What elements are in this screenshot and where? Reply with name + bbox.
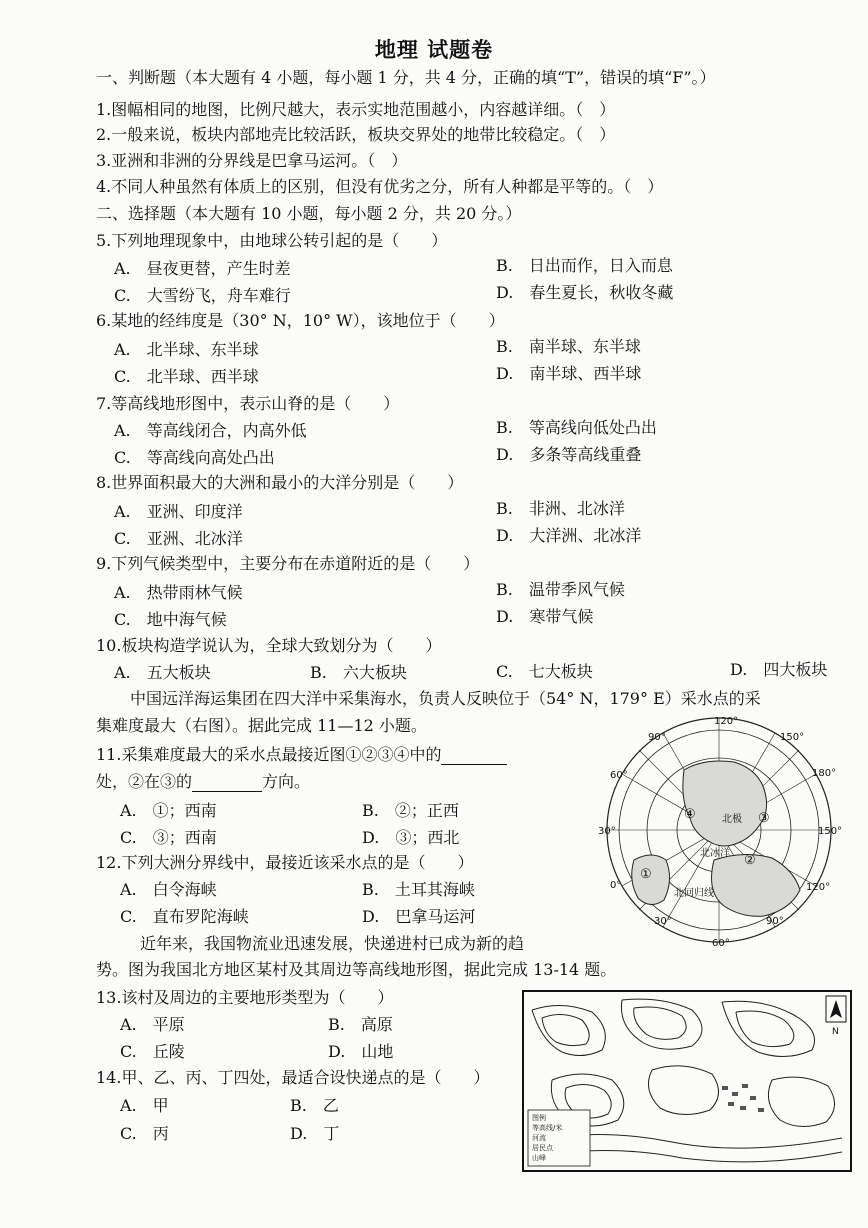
q11-stem-text-a: 11.采集难度最大的采水点最接近图①②③④中的 [96, 745, 442, 764]
q11-stem-text-b: 处，②在③的 [96, 772, 193, 791]
q7-option-c: C. 等高线向高处凸出 [114, 448, 275, 467]
map-marker-2: ② [744, 853, 756, 868]
q10-option-b: B. 六大板块 [310, 663, 407, 682]
q11-stem-line2 [96, 772, 310, 792]
intro-11-12-line1: 中国远洋海运集团在四大洋中采集海水，负责人反映位于（54° N，179° E）采水点的采 [130, 689, 761, 708]
map-label-11: 60° [610, 770, 628, 781]
q9-option-a: A. 热带雨林气候 [114, 583, 243, 602]
landmass-eurasia [712, 854, 800, 916]
q11-option-a: A. ①；西南 [120, 801, 217, 820]
q10-option-c: C. 七大板块 [496, 662, 593, 681]
q6-option-b: B. 南半球、东半球 [496, 337, 641, 356]
map-place-north-pole: 北极 [722, 814, 742, 825]
q10-stem: 10.板块构造学说认为，全球大致划分为（ ） [96, 636, 442, 655]
q5-option-b: B. 日出而作，日入而息 [496, 256, 673, 275]
map-marker-1: ① [640, 867, 652, 882]
map-label-12: 90° [648, 732, 666, 743]
q14-option-b: B. 乙 [290, 1096, 339, 1115]
intro-13-14-line2: 势。图为我国北方地区某村及其周边等高线地形图，据此完成 13-14 题。 [96, 960, 617, 979]
q12-stem: 12.下列大洲分界线中，最接近该采水点的是（ ） [96, 853, 474, 872]
q11-answer-blank-2[interactable] [192, 775, 262, 792]
map-label-5: 120° [806, 882, 831, 893]
map-label-10: 30° [598, 826, 616, 837]
q14-option-d: D. 丁 [290, 1124, 340, 1143]
q8-option-d: D. 大洋洲、北冰洋 [496, 526, 642, 545]
map-label-1: 120° [714, 716, 739, 727]
q12-option-d: D. 巴拿马运河 [362, 907, 476, 926]
q11-stem-line1 [96, 745, 507, 765]
contour-legend [528, 1110, 590, 1166]
q9-option-b: B. 温带季风气候 [496, 580, 625, 599]
q5-stem: 5.下列地理现象中，由地球公转引起的是（ ） [96, 231, 448, 250]
map-label-6: 90° [766, 916, 784, 927]
judge-item-3: 3.亚洲和非洲的分界线是巴拿马运河。（ ） [96, 151, 408, 170]
legend-item-3: 居民点 [532, 1144, 553, 1152]
q12-option-c: C. 直布罗陀海峡 [120, 907, 249, 926]
q6-option-d: D. 南半球、西半球 [496, 364, 642, 383]
map-label-9: 0° [610, 880, 622, 891]
intro-13-14-line1: 近年来，我国物流业迅速发展，快递进村已成为新的趋 [140, 934, 525, 953]
map-place-tropic: 北回归线 [674, 888, 714, 899]
q5-option-d: D. 春生夏长，秋收冬藏 [496, 283, 674, 302]
map-label-4: 150° [818, 826, 843, 837]
q11-option-b: B. ②；正西 [362, 801, 459, 820]
legend-item-4: 山峰 [532, 1154, 546, 1162]
judge-item-4: 4.不同人种虽然有体质上的区别，但没有优劣之分，所有人种都是平等的。（ ） [96, 177, 664, 196]
q10-option-a: A. 五大板块 [114, 663, 211, 682]
q12-option-b: B. 土耳其海峡 [362, 880, 475, 899]
q9-option-d: D. 寒带气候 [496, 607, 594, 626]
q11-stem-text-c: 方向。 [262, 772, 311, 791]
q11-option-d: D. ③；西北 [362, 828, 460, 847]
map-marker-4: ④ [684, 807, 696, 822]
map-place-arctic-ocean: 北冰洋 [700, 848, 730, 859]
section1-heading: 一、判断题（本大题有 4 小题，每小题 1 分，共 4 分，正确的填“T”，错误的填“F”。） [96, 68, 716, 87]
q6-option-c: C. 北半球、西半球 [114, 367, 259, 386]
q11-answer-blank-1[interactable] [441, 748, 507, 765]
q7-option-a: A. 等高线闭合，内高外低 [114, 421, 307, 440]
q14-option-a: A. 甲 [120, 1096, 169, 1115]
page-bottom-margin [0, 1196, 868, 1228]
landmass-north-america [683, 761, 767, 846]
judge-item-1: 1.图幅相同的地图，比例尺越大，表示实地范围越小，内容越详细。（ ） [96, 100, 616, 119]
legend-item-2: 河流 [532, 1134, 546, 1142]
q13-option-c: C. 丘陵 [120, 1042, 185, 1061]
q6-stem: 6.某地的经纬度是（30° N，10° W），该地位于（ ） [96, 311, 505, 330]
section2-heading: 二、选择题（本大题有 10 小题，每小题 2 分，共 20 分。） [96, 204, 522, 223]
judge-item-2: 2.一般来说，板块内部地壳比较活跃，板块交界处的地带比较稳定。（ ） [96, 125, 616, 144]
q6-option-a: A. 北半球、东半球 [114, 340, 259, 359]
q13-option-a: A. 平原 [120, 1015, 185, 1034]
map-label-2: 150° [780, 732, 805, 743]
map-label-8: 30° [654, 916, 672, 927]
q14-stem: 14.甲、乙、丙、丁四处，最适合设快递点的是（ ） [96, 1068, 490, 1087]
map-label-7: 60° [712, 938, 730, 949]
q14-option-c: C. 丙 [120, 1124, 169, 1143]
legend-title: 图例 [532, 1114, 546, 1122]
map-label-3: 180° [812, 768, 837, 779]
q13-option-d: D. 山地 [328, 1042, 394, 1061]
contour-map [522, 990, 852, 1172]
q9-stem: 9.下列气候类型中，主要分布在赤道附近的是（ ） [96, 554, 480, 573]
q9-option-c: C. 地中海气候 [114, 610, 227, 629]
legend-item-1: 等高线/米 [532, 1124, 563, 1132]
q12-option-a: A. 白令海峡 [120, 880, 217, 899]
polar-projection-map [594, 710, 844, 950]
q5-option-a: A. 昼夜更替，产生时差 [114, 259, 291, 278]
q5-option-c: C. 大雪纷飞，舟车难行 [114, 286, 291, 305]
q8-option-c: C. 亚洲、北冰洋 [114, 529, 243, 548]
q7-option-b: B. 等高线向低处凸出 [496, 418, 657, 437]
q10-option-d: D. 四大板块 [730, 660, 828, 679]
q8-option-b: B. 非洲、北冰洋 [496, 499, 625, 518]
q7-stem: 7.等高线地形图中，表示山脊的是（ ） [96, 394, 400, 413]
page-title: 地理 试题卷 [374, 37, 494, 62]
intro-11-12-line2: 集难度最大（右图）。据此完成 11—12 小题。 [96, 716, 427, 735]
q8-stem: 8.世界面积最大的大洲和最小的大洋分别是（ ） [96, 473, 464, 492]
q8-option-a: A. 亚洲、印度洋 [114, 502, 243, 521]
q13-option-b: B. 高原 [328, 1015, 393, 1034]
north-label: N [832, 1027, 839, 1037]
map-marker-3: ③ [758, 811, 770, 826]
q11-option-c: C. ③；西南 [120, 828, 217, 847]
q7-option-d: D. 多条等高线重叠 [496, 445, 642, 464]
q13-stem: 13.该村及周边的主要地形类型为（ ） [96, 988, 394, 1007]
